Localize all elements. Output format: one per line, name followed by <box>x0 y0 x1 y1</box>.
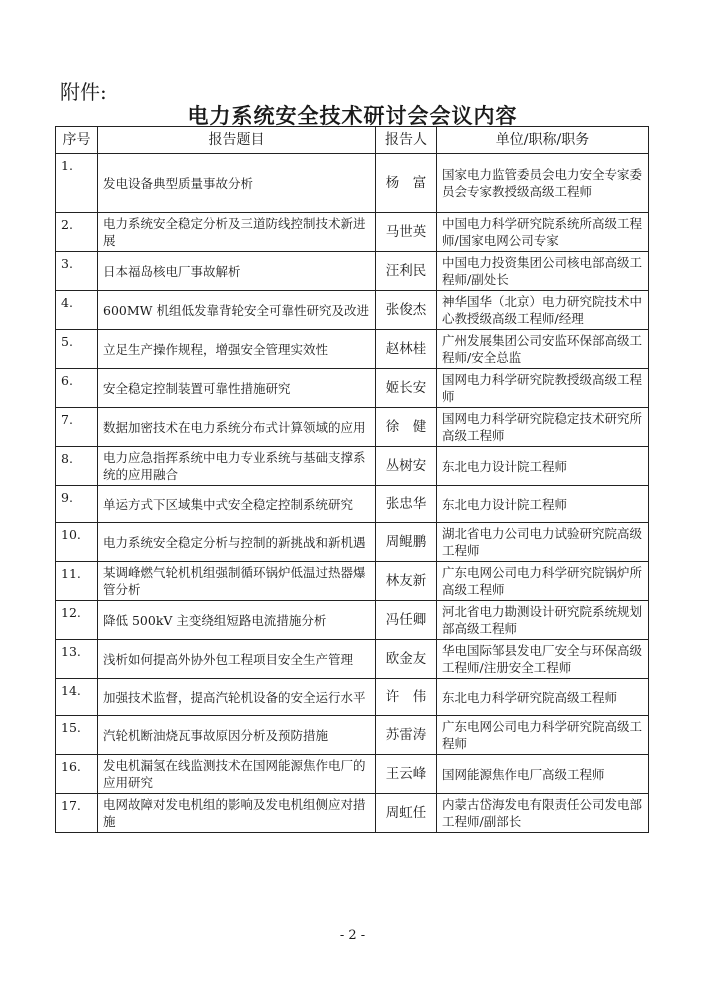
report-topic: 汽轮机断油烧瓦事故原因分析及预防措施 <box>98 716 376 755</box>
speaker-unit: 华电国际邹县发电厂安全与环保高级工程师/注册安全工程师 <box>437 640 649 679</box>
table-row <box>56 252 649 291</box>
row-number: 8. <box>56 447 98 486</box>
header-no: 序号 <box>56 127 98 154</box>
row-number: 7. <box>56 408 98 447</box>
table-row <box>56 369 649 408</box>
table-row <box>56 640 649 679</box>
speaker-unit: 神华国华（北京）电力研究院技术中心教授级高级工程师/经理 <box>437 291 649 330</box>
row-number: 2. <box>56 213 98 252</box>
speaker-unit: 国网电力科学研究院教授级高级工程师 <box>437 369 649 408</box>
page-number: - 2 - <box>339 928 366 943</box>
speaker-name: 许 伟 <box>376 679 437 716</box>
report-topic: 数据加密技术在电力系统分布式计算领域的应用 <box>98 408 376 447</box>
row-number: 11. <box>56 562 98 601</box>
report-topic: 安全稳定控制装置可靠性措施研究 <box>98 369 376 408</box>
speaker-unit: 广东电网公司电力科学研究院高级工程师 <box>437 716 649 755</box>
row-number: 15. <box>56 716 98 755</box>
header-speaker: 报告人 <box>376 127 437 154</box>
speaker-unit: 内蒙古岱海发电有限责任公司发电部工程师/副部长 <box>437 794 649 833</box>
row-number: 12. <box>56 601 98 640</box>
report-topic: 单运方式下区域集中式安全稳定控制系统研究 <box>98 486 376 523</box>
row-number: 3. <box>56 252 98 291</box>
row-number: 10. <box>56 523 98 562</box>
row-number: 16. <box>56 755 98 794</box>
speaker-unit: 东北电力设计院工程师 <box>437 447 649 486</box>
table-row <box>56 330 649 369</box>
row-number: 5. <box>56 330 98 369</box>
report-topic: 加强技术监督，提高汽轮机设备的安全运行水平 <box>98 679 376 716</box>
table-row <box>56 716 649 755</box>
speaker-name: 苏雷涛 <box>376 716 437 755</box>
speaker-name: 汪利民 <box>376 252 437 291</box>
report-topic: 发电设备典型质量事故分析 <box>98 154 376 213</box>
speaker-name: 周鲲鹏 <box>376 523 437 562</box>
header-unit: 单位/职称/职务 <box>437 127 649 154</box>
report-topic: 电网故障对发电机组的影响及发电机组侧应对措施 <box>98 794 376 833</box>
table-row <box>56 562 649 601</box>
attachment-label: 附件: <box>60 80 107 104</box>
table-row <box>56 291 649 330</box>
report-topic: 发电机漏氢在线监测技术在国网能源焦作电厂的应用研究 <box>98 755 376 794</box>
table-row <box>56 679 649 716</box>
agenda-table <box>55 126 649 833</box>
report-topic: 电力应急指挥系统中电力专业系统与基础支撑系统的应用融合 <box>98 447 376 486</box>
report-topic: 立足生产操作规程，增强安全管理实效性 <box>98 330 376 369</box>
row-number: 14. <box>56 679 98 716</box>
speaker-unit: 东北电力设计院工程师 <box>437 486 649 523</box>
speaker-name: 张忠华 <box>376 486 437 523</box>
speaker-name: 周虹任 <box>376 794 437 833</box>
document-title: 电力系统安全技术研讨会会议内容 <box>187 103 518 128</box>
report-topic: 某调峰燃气轮机机组强制循环锅炉低温过热器爆管分析 <box>98 562 376 601</box>
speaker-name: 徐 健 <box>376 408 437 447</box>
header-topic: 报告题目 <box>98 127 376 154</box>
row-number: 6. <box>56 369 98 408</box>
row-number: 9. <box>56 486 98 523</box>
speaker-unit: 东北电力科学研究院高级工程师 <box>437 679 649 716</box>
speaker-name: 王云峰 <box>376 755 437 794</box>
speaker-name: 丛树安 <box>376 447 437 486</box>
speaker-unit: 国网能源焦作电厂高级工程师 <box>437 755 649 794</box>
report-topic: 600MW 机组低发靠背轮安全可靠性研究及改进 <box>98 291 376 330</box>
report-topic: 电力系统安全稳定分析及三道防线控制技术新进展 <box>98 213 376 252</box>
speaker-name: 林友新 <box>376 562 437 601</box>
table-row <box>56 601 649 640</box>
row-number: 4. <box>56 291 98 330</box>
speaker-unit: 广州发展集团公司安监环保部高级工程师/安全总监 <box>437 330 649 369</box>
speaker-name: 赵林桂 <box>376 330 437 369</box>
table-header-row <box>56 127 649 154</box>
table-row <box>56 447 649 486</box>
row-number: 17. <box>56 794 98 833</box>
table-row <box>56 486 649 523</box>
report-topic: 降低 500kV 主变绕组短路电流措施分析 <box>98 601 376 640</box>
speaker-unit: 国家电力监管委员会电力安全专家委员会专家教授级高级工程师 <box>437 154 649 213</box>
speaker-name: 杨 富 <box>376 154 437 213</box>
row-number: 13. <box>56 640 98 679</box>
speaker-name: 冯任卿 <box>376 601 437 640</box>
speaker-unit: 国网电力科学研究院稳定技术研究所高级工程师 <box>437 408 649 447</box>
speaker-unit: 河北省电力勘测设计研究院系统规划部高级工程师 <box>437 601 649 640</box>
report-topic: 日本福岛核电厂事故解析 <box>98 252 376 291</box>
table-row <box>56 408 649 447</box>
speaker-unit: 湖北省电力公司电力试验研究院高级工程师 <box>437 523 649 562</box>
speaker-unit: 中国电力科学研究院系统所高级工程师/国家电网公司专家 <box>437 213 649 252</box>
report-topic: 电力系统安全稳定分析与控制的新挑战和新机遇 <box>98 523 376 562</box>
speaker-unit: 中国电力投资集团公司核电部高级工程师/副处长 <box>437 252 649 291</box>
speaker-name: 欧金友 <box>376 640 437 679</box>
speaker-name: 张俊杰 <box>376 291 437 330</box>
row-number: 1. <box>56 154 98 213</box>
speaker-name: 马世英 <box>376 213 437 252</box>
report-topic: 浅析如何提高外协外包工程项目安全生产管理 <box>98 640 376 679</box>
speaker-unit: 广东电网公司电力科学研究院锅炉所高级工程师 <box>437 562 649 601</box>
table-row <box>56 523 649 562</box>
table-row <box>56 755 649 794</box>
speaker-name: 姬长安 <box>376 369 437 408</box>
table-row <box>56 794 649 833</box>
table-row <box>56 154 649 213</box>
table-row <box>56 213 649 252</box>
